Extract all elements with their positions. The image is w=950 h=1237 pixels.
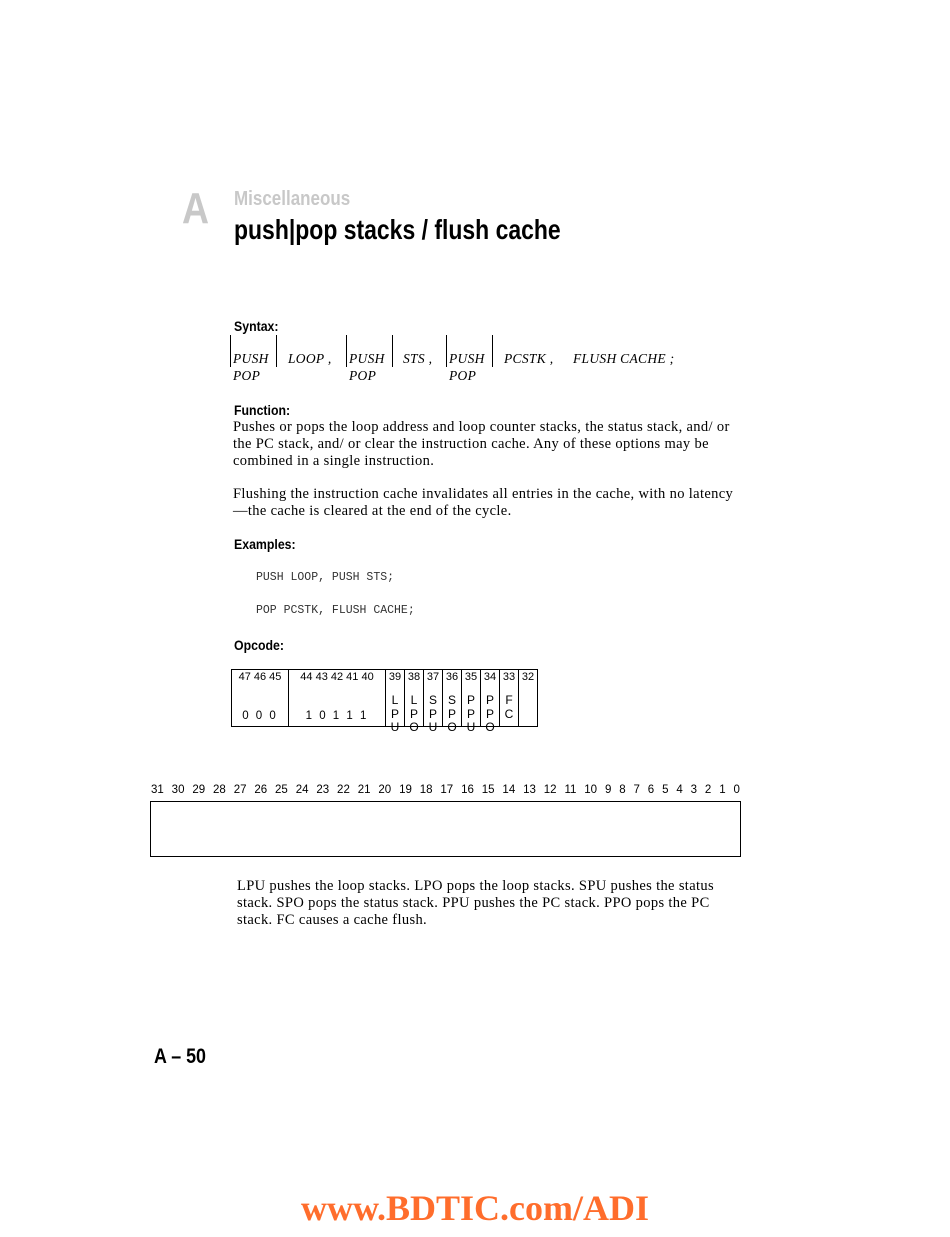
function-heading: Function: [234,402,291,418]
opcode-flag-label: F C [504,693,514,721]
opcode-bit-number: 37 [426,671,440,683]
opcode-flag-lpo [405,670,424,734]
opcode-bit-32 [519,670,538,726]
bit-number: 0 [733,784,740,796]
opcode-field-value: 0 0 0 [242,710,278,722]
bit-number: 17 [440,784,454,796]
syntax-pop-3: POP [449,368,477,383]
opcode-flag-ppu [462,670,481,734]
bit-number: 10 [584,784,598,796]
footer-url[interactable]: www.BDTIC.com/ADI [300,1188,649,1228]
opcode-bit-number: 33 [502,671,516,683]
bit-number: 28 [213,784,226,796]
bit-number: 24 [295,784,309,796]
bit-number: 25 [275,784,288,796]
opcode-bit-number: 39 [388,671,402,683]
syntax-push-1: PUSH [233,351,269,366]
bit-number: 4 [676,784,683,796]
syntax-bracket-left [230,335,231,367]
bit-number: 29 [192,784,206,796]
opcode-field [289,670,386,726]
opcode-flag-fc [500,670,519,726]
syntax-pop-1: POP [233,368,261,383]
bit-number: 12 [543,784,557,796]
syntax-bracket-right [276,335,277,367]
opcode-flag-label: S P O [447,693,457,734]
opcode-bit-number: 38 [407,671,421,683]
bit-number: 5 [662,784,669,796]
opcode-flag-label: L P O [409,693,419,734]
syntax-heading: Syntax: [234,318,279,334]
syntax-bracket-right [392,335,393,367]
syntax-bracket-right [492,335,493,367]
opcode-flag-label: S P U [428,693,438,734]
bit-number: 11 [564,784,577,796]
page-title: push|pop stacks / flush cache [234,214,561,245]
function-paragraph: Pushes or pops the loop address and loop counter stacks, the status stack, and/ or the PC stack, and/ or clear the instruction cache. Any of these options may be combined in a single instruction. [233,419,730,469]
bit-number: 20 [378,784,392,796]
opcode-bit-number: 34 [483,671,497,683]
code-example: PUSH LOOP, PUSH STS; [256,571,395,584]
code-example: POP PCSTK, FLUSH CACHE; [256,604,415,617]
bit-number: 19 [399,784,412,796]
opcode-flag-label: L P U [390,693,400,734]
syntax-pop-2: POP [349,368,377,383]
opcode-upper-word [231,669,538,734]
bit-number: 1 [719,784,726,796]
bit-number: 15 [481,784,495,796]
opcode-flag-label: P P U [466,693,476,734]
syntax-operand-3: PCSTK , [504,351,554,366]
opcode-bit-number: 35 [464,671,478,683]
flag-description: LPU pushes the loop stacks. LPO pops the loop stacks. SPU pushes the status stack. SPO pops the status stack. PPU pushes the PC stack. PPO pops the PC stack. FC causes a cache flush. [237,878,714,928]
lower-bit-numbers [151,784,740,796]
syntax-operand-1: LOOP , [288,351,332,366]
syntax-push-2: PUSH [349,351,385,366]
opcode-flag-lpu [386,670,405,734]
opcode-bit-numbers: 47 46 45 [238,671,282,683]
page-number: A – 50 [154,1045,206,1068]
bit-number: 14 [502,784,516,796]
bit-number: 21 [357,784,371,796]
bit-number: 31 [151,784,164,796]
bit-number: 8 [619,784,626,796]
opcode-flag-ppo [481,670,500,734]
bit-number: 18 [419,784,433,796]
bit-number: 13 [523,784,536,796]
function-paragraph: Flushing the instruction cache invalidates all entries in the cache, with no latency—the cache is cleared at the end of the cycle. [233,486,734,519]
opcode-heading: Opcode: [234,637,284,653]
opcode-field-value: 1 0 1 1 1 [305,710,369,722]
bit-number: 2 [704,784,712,796]
bit-number: 3 [690,784,698,796]
syntax-tail: FLUSH CACHE ; [573,351,675,366]
syntax-bracket-left [446,335,447,367]
bit-number: 9 [604,784,612,796]
opcode-bit-number: 36 [445,671,459,683]
syntax-operand-2: STS , [403,351,433,366]
opcode-lower-word [150,801,741,857]
opcode-flag-spo [443,670,462,734]
opcode-flag-spu [424,670,443,734]
bit-number: 26 [254,784,268,796]
examples-heading: Examples: [234,536,296,552]
bit-number: 23 [316,784,330,796]
bit-number: 30 [171,784,185,796]
bit-number: 7 [633,784,640,796]
bit-number: 16 [461,784,474,796]
bit-number: 27 [233,784,247,796]
opcode-field [232,670,289,726]
chapter-name: Miscellaneous [234,188,351,210]
opcode-flag-label: P P O [485,693,495,734]
bit-number: 6 [647,784,655,796]
opcode-bit-numbers: 44 43 42 41 40 [300,671,374,683]
opcode-bit-number: 32 [521,671,535,683]
chapter-letter: A [182,184,210,233]
syntax-push-3: PUSH [449,351,485,366]
bit-number: 22 [337,784,350,796]
syntax-bracket-left [346,335,347,367]
